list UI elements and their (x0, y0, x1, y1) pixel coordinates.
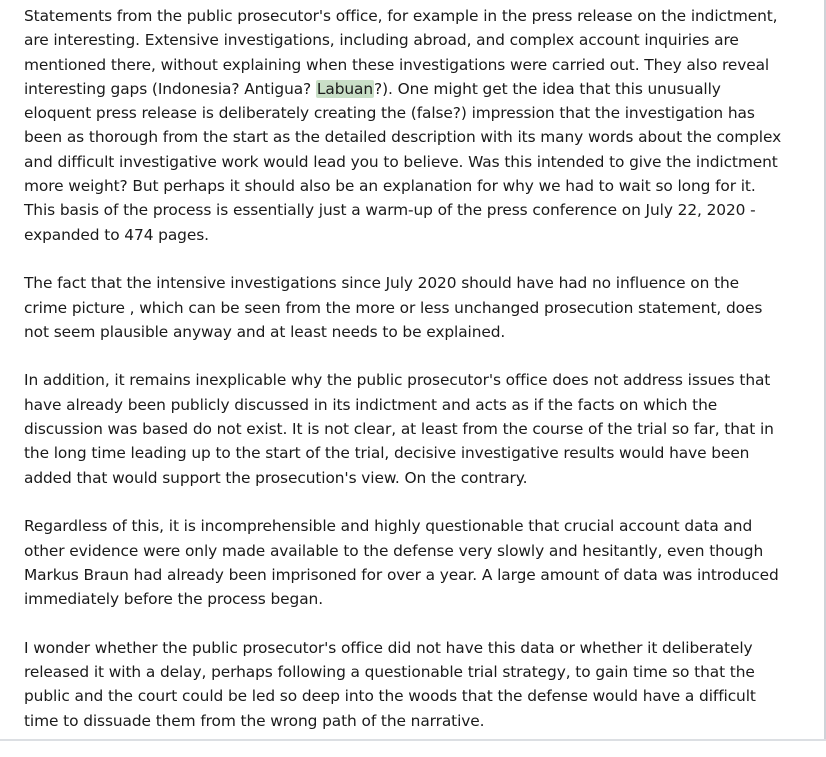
paragraph-4: Regardless of this, it is incomprehensible and highly questionable that crucial account data and other evidence were only made available to the defense very slowly and hesitantly, even though Markus Braun had already been imprisoned for over a year. A large amount of data was introduced immediately before the process began. (24, 517, 779, 609)
highlighted-term[interactable]: Labuan (316, 79, 374, 98)
paragraph-2: The fact that the intensive investigations since July 2020 should have had no influence on the crime picture , which can be seen from the more or less unchanged prosecution statement, does not seem plausible anyway and at least needs to be explained. (24, 274, 763, 341)
document-body (24, 4, 784, 757)
paragraph-1-text-b: ?). One might get the idea that this unusually eloquent press release is deliberately creating the (false?) impression that the investigation has been as thorough from the start as the detailed description with its many words about the complex and difficult investigative work would lead you to believe. Was this intended to give the indictment more weight? But perhaps it should also be an explanation for why we had to wait so long for it. This basis of the process is essentially just a warm-up of the press conference on July 22, 2020 - expanded to 474 pages. (24, 79, 782, 244)
paragraph-1-text-a: Statements from the public prosecutor's office, for example in the press release on the indictment, are interesting. Extensive investigations, including abroad, and complex account inquiries are mentioned there, without explaining when these investigations were carried out. They also reveal interesting gaps (Indonesia? Antigua? (24, 7, 778, 98)
paragraph-5: I wonder whether the public prosecutor's office did not have this data or whether it deliberately released it with a delay, perhaps following a questionable trial strategy, to gain time so that the public and the court could be led so deep into the woods that the defense would have a difficult time to dissuade them from the wrong path of the narrative. (24, 638, 756, 730)
paragraph-1 (24, 4, 784, 247)
paragraph-3: In addition, it remains inexplicable why the public prosecutor's office does not address issues that have already been publicly discussed in its indictment and acts as if the facts on which the discussion was based do not exist. It is not clear, at least from the course of the trial so far, that in the long time leading up to the start of the trial, decisive investigative results would have been added that would support the prosecution's view. On the contrary. (24, 371, 774, 487)
